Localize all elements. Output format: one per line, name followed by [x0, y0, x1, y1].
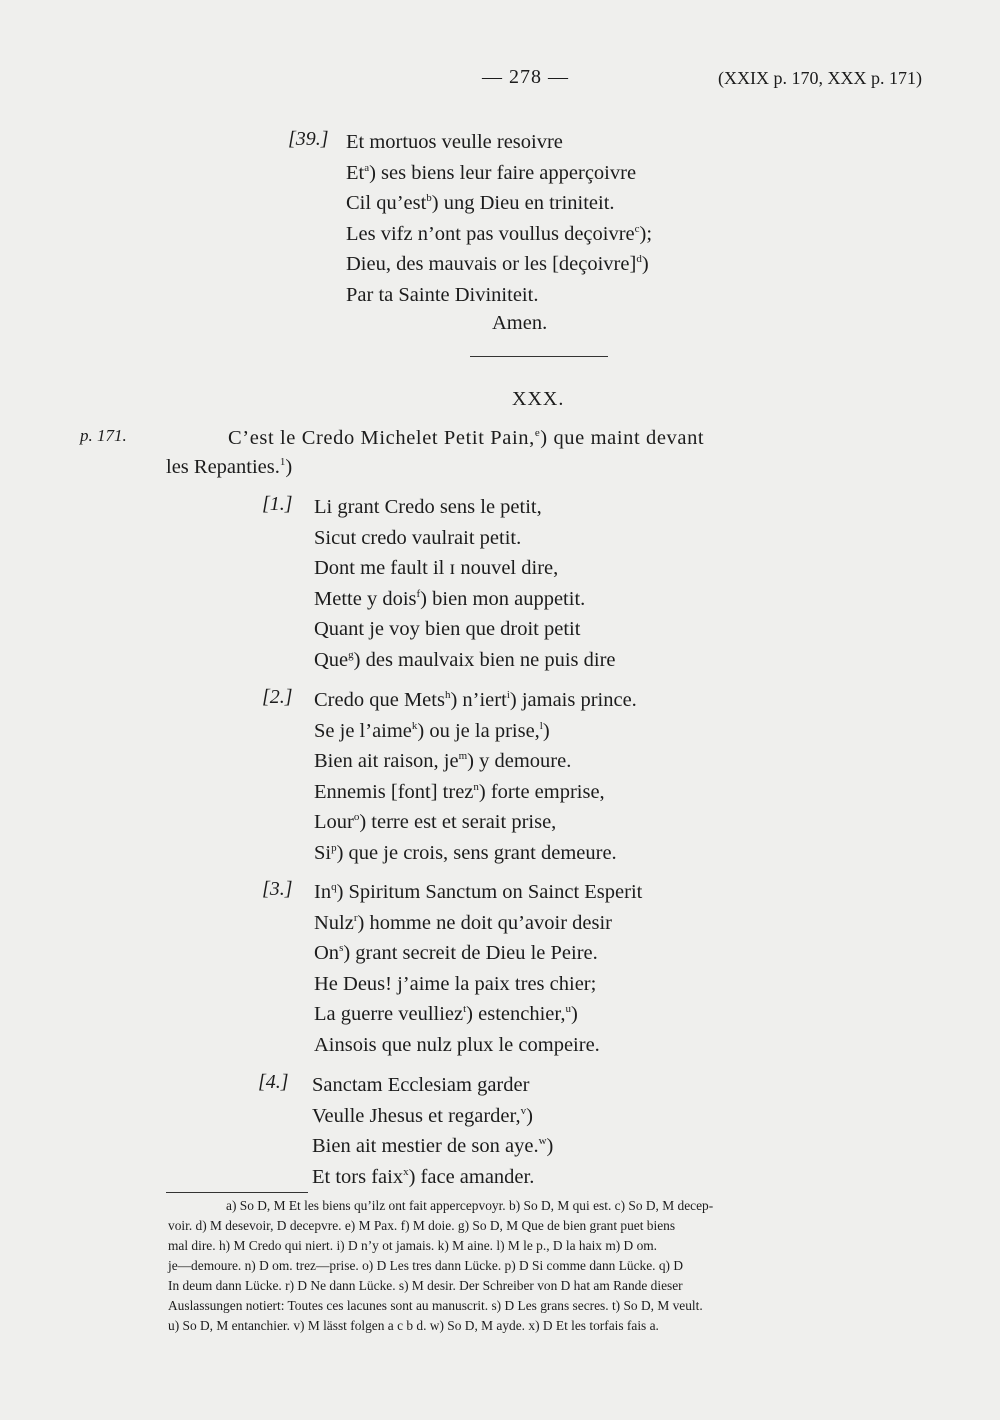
footnote-line: je—demoure. n) D om. trez—prise. o) D Les tres dann Lücke. p) D Si comme dann Lücke. q) D — [168, 1258, 684, 1273]
verse-line: Sanctam Ecclesiam garder — [312, 1074, 530, 1096]
verse-line: Cil qu’est$^b$) ung Dieu en triniteit. — [346, 192, 615, 214]
stanza-2 — [314, 685, 637, 868]
stanza-1 — [314, 492, 616, 675]
verse-line: Sicut credo vaulrait petit. — [314, 526, 522, 549]
verse-line: In$^q$) Spiritum Sanctum on Sainct Esperit — [314, 881, 643, 903]
verse-line: Credo que Mets$^h$) n’iert$^i$) jamais prince. — [314, 689, 637, 711]
verse-line: Les vifz n’ont pas voullus deçoivre$^c$); — [346, 222, 653, 245]
stanza-4 — [312, 1070, 553, 1192]
stanza-label-1: [1.] — [262, 493, 293, 515]
amen-line: Amen. — [492, 312, 548, 334]
verse-line: Dont me fault il ɪ nouvel dire, — [314, 557, 559, 579]
footnote-rule — [166, 1192, 308, 1193]
verse-line: Se je l’aime$^k$) ou je la prise,$^l$) — [314, 719, 550, 742]
verse-line: Ennemis [font] trez$^n$) forte emprise, — [314, 780, 605, 803]
footnote-line: Auslassungen notiert: Toutes ces lacunes sont au manuscrit. s) D Les grans secres. t) So D, M veult. — [168, 1298, 703, 1313]
verse-line: Dieu, des mauvais or les [deçoivre]$^d$) — [346, 253, 649, 275]
stanza-label-39: [39.] — [288, 128, 329, 150]
stanza-label-4: [4.] — [258, 1071, 289, 1093]
verse-line: Bien ait raison, $je^m$) y demoure. — [314, 750, 572, 772]
page-number: — 278 — — [482, 66, 569, 88]
verse-line: Par ta Sainte Diviniteit. — [346, 283, 539, 306]
verse-line: Lour$^o$) terre est et serait prise, — [314, 811, 557, 833]
verse-line: Et tors faix$^x$) face amander. — [312, 1165, 535, 1188]
verse-line: Si$^p$) que je crois, sens grant demeure. — [314, 841, 617, 864]
stanza-39 — [346, 127, 652, 310]
intro-line-1: C’est le Credo Michelet Petit Pain,$^e$) que maint devant — [228, 427, 705, 449]
verse-line: Quant je voy bien que droit petit — [314, 618, 581, 640]
verse-line: On$^s$) grant secreit de Dieu le Peire. — [314, 942, 598, 964]
verse-line: Que$^g$) des maulvaix bien ne puis dire — [314, 648, 616, 671]
verse-line: La guerre veulliez$^t$) estenchier,$^u$) — [314, 1003, 578, 1025]
header-reference: (XXIX p. 170, XXX p. 171) — [718, 68, 922, 88]
poem-intro — [166, 424, 926, 482]
verse-line: Li grant Credo sens le petit, — [314, 496, 542, 518]
verse-line: Et$^a$) ses biens leur faire apperçoivre — [346, 161, 637, 184]
verse-line: He Deus! j’aime la paix tres chier; — [314, 972, 597, 995]
verse-line: Et mortuos veulle resoivre — [346, 131, 563, 153]
verse-line: Nulz$^r$) homme ne doit qu’avoir desir — [314, 911, 613, 934]
verse-line: Mette y dois$^f$) bien mon auppetit. — [314, 587, 586, 610]
intro-line-2: les Repanties.$^1$) — [166, 456, 293, 478]
verse-line: Ainsois que nulz plux le compeire. — [314, 1033, 600, 1056]
stanza-label-3: [3.] — [262, 878, 293, 900]
running-header — [0, 62, 1000, 96]
footnote-line: voir. d) M desevoir, D decepvre. e) M Pax. f) M doie. g) So D, M Que de bien grant puet biens — [168, 1218, 676, 1233]
verse-line: Veulle Jhesus et regarder,$^v$) — [312, 1104, 533, 1127]
stanza-label-2: [2.] — [262, 686, 293, 708]
stanza-3 — [314, 877, 642, 1060]
footnote-line: In deum dann Lücke. r) D Ne dann Lücke. s) M desir. Der Schreiber von D hat am Rande dieser — [168, 1278, 683, 1293]
section-title: XXX. — [512, 388, 565, 410]
footnotes — [168, 1196, 930, 1336]
footnote-line: a) So D, M Et les biens qu’ilz ont fait apperceрvoyr. b) So D, M qui est. c) So D, M decep- — [226, 1198, 714, 1213]
footnote-line: mal dire. h) M Credo qui niert. i) D n’y ot jamais. k) M aine. l) M le p., D la haix m) D om. — [168, 1238, 658, 1253]
margin-page-ref: p. 171. — [80, 426, 127, 445]
section-divider — [470, 356, 608, 357]
verse-line: Bien ait mestier de son aye.$^w$) — [312, 1135, 554, 1157]
footnote-line: u) So D, M entanchier. v) M lässt folgen a c b d. w) So D, M ayde. x) D Et les torfais fais a. — [168, 1318, 659, 1333]
